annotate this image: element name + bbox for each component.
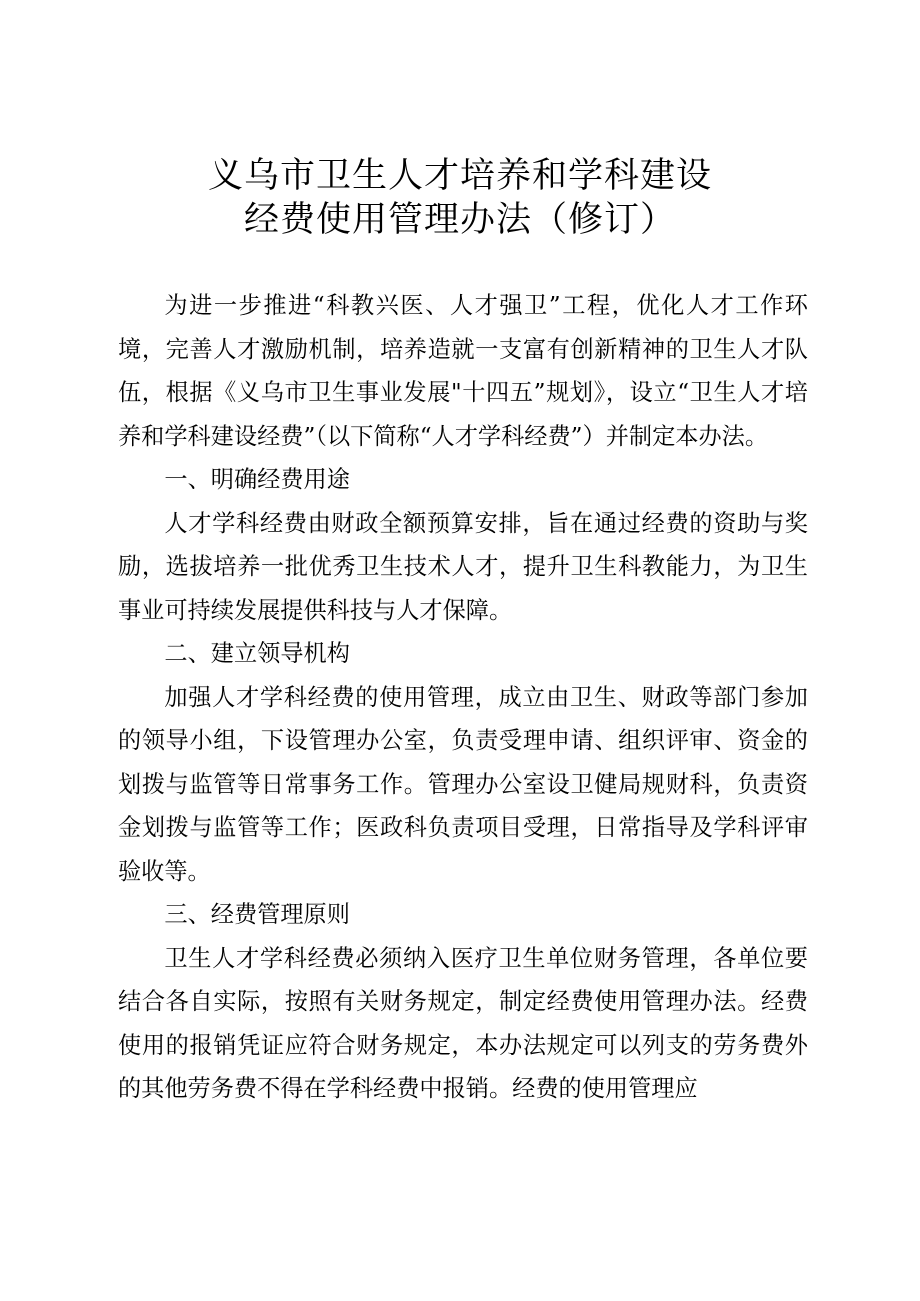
document-body bbox=[118, 284, 808, 1111]
intro-paragraph: 为进一步推进“科教兴医、人才强卫”工程，优化人才工作环境，完善人才激励机制，培养造就一支富有创新精神的卫生人才队伍，根据《义乌市卫生事业发展"十四五”规划》，设立“卫生人才培养和学科建设经费”（以下简称“人才学科经费”）并制定本办法。 bbox=[118, 292, 808, 450]
document-title-line-2: 经费使用管理办法（修订） bbox=[243, 200, 676, 240]
section-paragraph-1: 人才学科经费由财政全额预算安排，旨在通过经费的资助与奖励，选拔培养一批优秀卫生技术人才，提升卫生科教能力，为卫生事业可持续发展提供科技与人才保障。 bbox=[118, 509, 808, 624]
section-paragraph-2: 加强人才学科经费的使用管理，成立由卫生、财政等部门参加的领导小组，下设管理办公室，负责受理申请、组织评审、资金的划拨与监管等日常事务工作。管理办公室设卫健局规财科，负责资金划拨与监管等工作；医政科负责项目受理，日常指导及学科评审验收等。 bbox=[118, 683, 808, 885]
section-paragraph-3: 卫生人才学科经费必须纳入医疗卫生单位财务管理，各单位要结合各自实际，按照有关财务规定，制定经费使用管理办法。经费使用的报销凭证应符合财务规定，本办法规定可以列支的劳务费外的其他劳务费不得在学科经费中报销。经费的使用管理应 bbox=[118, 944, 808, 1102]
section-heading-3: 三、经费管理原则 bbox=[164, 901, 350, 928]
section-heading-1: 一、明确经费用途 bbox=[164, 466, 350, 493]
document-title-line-1: 义乌市卫生人才培养和学科建设 bbox=[207, 156, 712, 196]
section-heading-2: 二、建立领导机构 bbox=[164, 640, 350, 667]
